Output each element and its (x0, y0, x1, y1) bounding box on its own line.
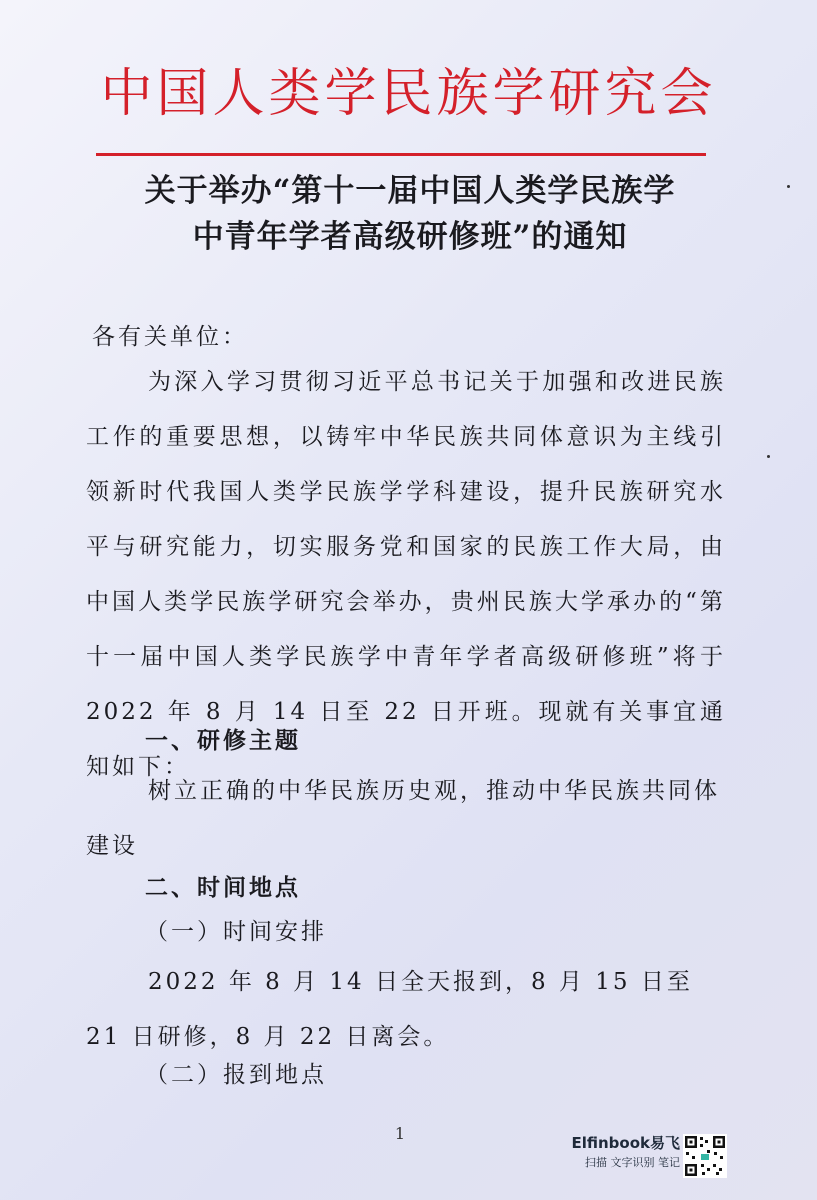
org-title: 中国人类学民族学研究会 (100, 64, 717, 124)
section-2-sub-2: （二）报到地点 (145, 1062, 327, 1088)
watermark (560, 1132, 680, 1172)
speck (787, 185, 790, 188)
salutation: 各有关单位： (92, 324, 248, 350)
section-1-text: 树立正确的中华民族历史观，推动中华民族共同体建设 (86, 778, 720, 859)
document-title (60, 168, 760, 260)
red-divider (96, 153, 706, 156)
speck (767, 455, 770, 458)
section-2-sub-1-text: 2022 年 8 月 14 日全天报到，8 月 15 日至 21 日研修，8 月 22 日离会。 (86, 969, 693, 1050)
page-number: 1 (394, 1124, 406, 1143)
qr-code-graphic (683, 1134, 727, 1178)
watermark-brand: Elfinbook易飞 (571, 1134, 680, 1152)
section-2-sub-1: （一）时间安排 (145, 919, 327, 945)
title-line-2: 中青年学者高级研修班”的通知 (192, 219, 628, 255)
section-2-heading: 二、时间地点 (145, 874, 301, 901)
title-line-1: 关于举办“第十一届中国人类学民族学 (144, 173, 676, 209)
intro-paragraph: 为深入学习贯彻习近平总书记关于加强和改进民族工作的重要思想，以铸牢中华民族共同体意识为主线引领新时代我国人类学民族学学科建设，提升民族研究水平与研究能力，切实服务党和国家的民族工作大局，由中国人类学民族学研究会举办，贵州民族大学承办的“第十一届中国人类学民族学中青年学者高级研修班”将于 2022 年 8 月 14 日至 22 日开班。现就有关事宜通知如下： (86, 369, 726, 780)
section-1-heading: 一、研修主题 (145, 727, 301, 754)
watermark-tagline: 扫描 文字识别 笔记 (585, 1156, 680, 1169)
qr-code-icon (683, 1134, 727, 1178)
